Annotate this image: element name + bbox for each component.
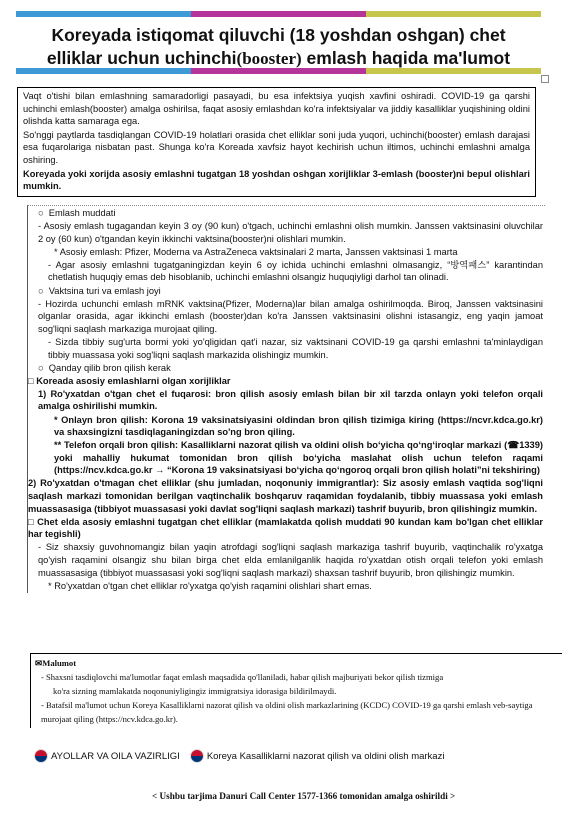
section-3-paragraph-5: - Siz shaxsiy guvohnomangiz bilan yaqin atrofdagi sog'liqni saqlash markaziga tashrif buyurib, vaqtinchalik ro'yxatga qo'yish raqamini olsangiz shu bilan birga chet elda emlanilganlik haqida ro'yxatdan otish orqali telefon yoki emlash muassasasiga (tibbiyot muassasasi yoki sog'liqni saqlash markazi) shaxsan tashrif buyurib, bron qilishingiz mumkin. (38, 542, 543, 578)
section-1-paragraph-2: - Agar asosiy emlashni tugatganingizdan keyin 6 oy ichida uchinchi emlashni olmasangiz, “방역패스” karantindan chetlatish huquqiy emas deb hisoblanib, uchinchi emlashni olsangiz huquqiyligi darhol tan olinadi. (48, 259, 543, 283)
ministry-label: AYOLLAR VA OILA VAZIRLIGI (51, 750, 180, 762)
translation-credit: < Ushbu tarjima Danuri Call Center 1577-1366 tomonidan amalga oshirildi > (152, 791, 456, 801)
section-3-subheading-1: □ Koreada asosiy emlashlarni olgan xorijliklar (28, 375, 231, 386)
main-content (27, 205, 545, 593)
section-bron-title: ○ Qanday qilib bron qilish kerak (38, 362, 171, 373)
note-title: ✉Malumot (35, 658, 77, 668)
section-1-note: * Asosiy emlash: Pfizer, Moderna va AstraZeneca vaktsinalari 2 marta, Janssen vaktsinasi 1 marta (54, 246, 458, 257)
intro-paragraph-2: So'nggi paytlarda tasdiqlangan COVID-19 holatlari orasida chet elliklar soni juda yuqori, uchinchi(booster) emlash darajasi esa fuqarolariga nisbatan past. Shunga ko'ra Koreada xavfsiz hayot kechirish uchun iltimos, uchinchi emlashni amalga oshiring. (23, 129, 530, 165)
note-line-3: - Batafsil ma'lumot uchun Koreya Kasalliklarni nazorat qilish va oldini olish markazlarining (KCDC) COVID-19 ga qarshi emlash veb-saytiga murojaat qiling (https://ncv.kdca.go.kr). (41, 700, 533, 724)
section-3-phone-booking: ** Telefon orqali bron qilish: Kasalliklarni nazorat qilish va oldini olish bo‘yicha qo‘ng‘iroqlar markazi (☎1339) yoki mahalliy hukumat tomonidan bron qilish bo‘yicha maslahat olish uchun telefon raqami (https://ncv.kdca.go.kr → “Korona 19 vaksinatsiyasi bo‘yicha qo‘ngoroq orqali bron qilish holati”ni tekshiring) (54, 440, 543, 476)
reference-note-box (30, 653, 562, 728)
section-3-item-2: 2) Ro'yxatdan o'tmagan chet elliklar (shu jumladan, noqonuniy immigrantlar): Siz asosiy emlash vaqtida sog'liqni saqlash markazi tomonidan berilgan vaqtinchalik boshqaruv raqamidan foydalanib, tibbiy muassasa yoki emlash muassasasiga (tibbiyot muassasasi yoki davlat sog'liqni saqlash markazi) tashrif buyurib, bron qilishingiz mumkin. (28, 478, 543, 514)
section-3-item-1: 1) Ro'yxatdan o'tgan chet el fuqarosi: bron qilish asosiy emlash bilan bir xil tarzda onlayn yoki telefon orqali amalga oshirilishi mumkin. (38, 388, 543, 412)
intro-box (17, 87, 536, 197)
section-2-paragraph-2: - Sizda tibbiy sug'urta bormi yoki yo'qligidan qat'i nazar, siz vaktsinani COVID-19 ga qarshi emlashni ta'minlaydigan tibbiy muassasa yoki sog'liqni saqlash markazida olishingiz mumkin. (48, 336, 543, 360)
note-line-2: ko'ra sizning mamlakatda noqonuniyligingiz immigratsiya idorasiga bildirilmaydi. (53, 686, 337, 696)
korea-emblem-icon (190, 749, 204, 763)
section-vaktsina-title: ○ Vaktsina turi va emlash joyi (38, 285, 161, 296)
section-emlash-muddati-title: ○ Emlash muddati (38, 208, 116, 218)
intro-paragraph-1: Vaqt o'tishi bilan emlashning samaradorligi pasayadi, bu esa infektsiya yuqish xavfini oshiradi. COVID-19 ga qarshi uchinchi emlash(booster) amalga oshirilsa, faqat asosiy emlashdan ko'ra infektsiyalar va jiddiy kasalliklar yuqishining oldini olishda katta samaraga ega. (23, 91, 530, 127)
page-title: Koreyada istiqomat qiluvchi (18 yoshdan oshgan) chet elliklar uchun uchinchi(booster) emlash haqida ma'lumot (46, 25, 511, 68)
footer-orgs (34, 749, 454, 763)
section-3-online-booking: * Onlayn bron qilish: Korona 19 vaksinatsiyasini oldindan bron qilish tizimiga kiring (https://ncvr.kdca.go.kr) va shaxsingizni tasdiqlaganingizdan so'ng bron qiling. (54, 414, 543, 438)
bottom-color-stripe (16, 68, 541, 74)
section-3-note: * Ro'yxatdan o'tgan chet elliklar ro'yxatga qo'yish raqamini olishlari shart emas. (48, 580, 372, 591)
anchor-handle (541, 75, 549, 83)
intro-paragraph-3: Koreyada yoki xorijda asosiy emlashni tugatgan 18 yoshdan oshgan xorijliklar 3-emlash (booster)ni bepul olishlari mumkin. (23, 168, 530, 192)
section-1-paragraph-1: - Asosiy emlash tugagandan keyin 3 oy (90 kun) o'tgach, uchinchi emlashni olish mumkin. Janssen vaktsinasini oluvchilar 2 oy (60 kun) o'tgandan keyin ikkinchi vaktsina(booster)ni olishlari mumkin. (38, 221, 543, 244)
kdca-label: Koreya Kasalliklarni nazorat qilish va oldini olish markazi (206, 750, 445, 762)
section-3-subheading-2: □ Chet elda asosiy emlashni tugatgan chet elliklar (mamlakatda qolish muddati 90 kundan kam bo'lgan chet elliklar har tegishli) (28, 516, 543, 540)
korea-emblem-icon (34, 749, 48, 763)
note-line-1: - Shaxsni tasdiqlovchi ma'lumotlar faqat emlash maqsadida qo'llaniladi, habar qilish majburiyati bekor qilish tizmiga (41, 672, 444, 682)
section-2-paragraph-1: - Hozirda uchunchi emlash mRNK vaktsina(Pfizer, Moderna)lar bilan amalga oshirilmoqda. Biroq, Janssen vaktsinasini olganlar orasida, agar ikkinchi emlash (booster)dan ko'ra Janssen vaktsinasini olishni istasangiz, eng yaqin jamoat sog'liqni saqlash markaziga murojaat qiling. (38, 298, 543, 334)
top-color-stripe (16, 11, 541, 17)
